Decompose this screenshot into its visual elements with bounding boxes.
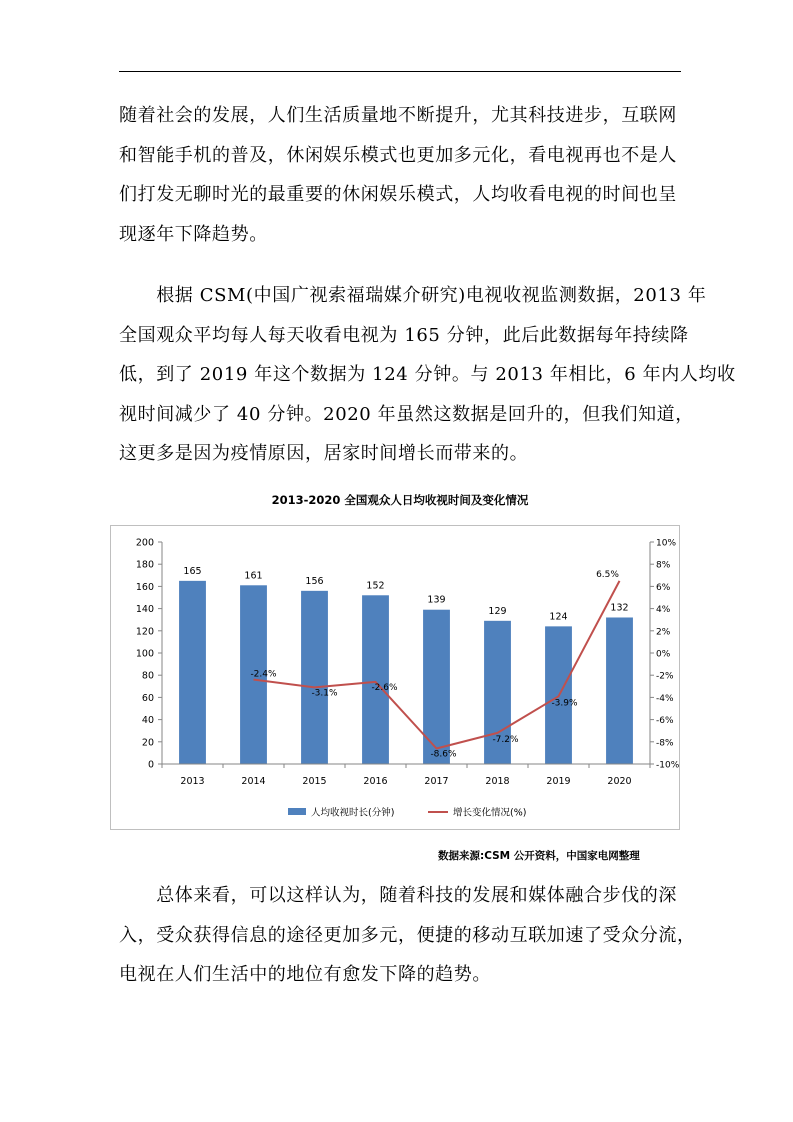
right-axis-tick-label: 4% [656,605,671,616]
text-line: 电视在人们生活中的地位有愈发下降的趋势。 [119,964,491,985]
x-axis-tick-label: 2014 [241,776,266,787]
left-axis-tick-label: 100 [135,648,154,660]
legend-line-label: 增长变化情况(%) [453,807,527,819]
left-axis-tick-label: 40 [141,715,154,727]
left-axis-tick-label: 20 [141,737,154,749]
paragraph-intro [119,96,681,254]
text-line: 入，受众获得信息的途径更加多元，便捷的移动互联加速了受众分流， [119,924,696,946]
right-axis-tick-label: -8% [656,738,674,749]
text-line: 总体来看，可以这样认为，随着科技的发展和媒体融合步伐的深 [119,885,677,906]
left-axis-tick-label: 180 [135,559,154,571]
bar-value-label: 165 [183,565,202,577]
right-axis-tick-label: -10% [656,760,680,771]
line-value-label: -7.2% [492,734,519,745]
line-value-label: -2.6% [371,682,398,693]
right-axis-tick-label: -6% [656,716,674,727]
text-line: 和智能手机的普及，休闲娱乐模式也更加多元化，看电视再也不是人 [119,144,677,166]
text-line: 低，到了 2019 年这个数据为 124 分钟。与 2013 年相比，6 年内人均收 [119,364,736,385]
bar [606,617,633,764]
bar-value-label: 139 [427,594,446,606]
line-value-label: 6.5% [596,569,619,580]
line-value-label: -2.4% [250,669,277,680]
right-axis-tick-label: 8% [656,560,671,571]
x-axis-tick-label: 2013 [180,776,205,787]
bar-value-label: 132 [610,602,629,614]
bar-value-label: 152 [366,580,385,592]
paragraph-csm-data [119,276,736,474]
line-value-label: -8.6% [430,749,457,760]
left-axis-tick-label: 0 [147,759,154,771]
line-value-label: -3.1% [311,688,338,699]
line-value-label: -3.9% [551,698,578,709]
paragraph-conclusion [119,876,696,995]
x-axis-tick-label: 2019 [546,776,571,787]
right-axis-tick-label: 2% [656,627,671,638]
x-axis-tick-label: 2016 [363,776,388,787]
header-rule [119,71,681,72]
bar-value-label: 124 [549,611,568,623]
left-axis-tick-label: 120 [135,626,154,638]
text-line: 视时间减少了 40 分钟。2020 年虽然这数据是回升的，但我们知道， [119,403,694,425]
text-line: 根据 CSM(中国广视索福瑞媒介研究)电视收视监测数据，2013 年 [119,285,707,306]
left-axis-tick-label: 60 [141,692,154,704]
bar [423,610,450,764]
x-axis-tick-label: 2017 [424,776,449,787]
right-axis-tick-label: -2% [656,671,674,682]
legend-bar-label: 人均收视时长(分钟) [311,807,395,819]
text-line: 这更多是因为疫情原因，居家时间增长而带来的。 [119,443,529,464]
right-axis-tick-label: 0% [656,649,671,660]
bar-line-chart [110,525,680,830]
text-line: 们打发无聊时光的最重要的休闲娱乐模式，人均收看电视的时间也呈 [119,184,677,205]
bar [362,595,389,764]
bar-value-label: 129 [488,605,507,617]
text-line: 随着社会的发展，人们生活质量地不断提升，尤其科技进步，互联网 [119,105,677,126]
text-line: 现逐年下降趋势。 [119,223,268,245]
text-line: 全国观众平均每人每天收看电视为 165 分钟，此后此数据每年持续降 [119,324,689,346]
left-axis-tick-label: 200 [135,537,154,549]
legend-bar-swatch [288,808,306,815]
x-axis-tick-label: 2015 [302,776,327,787]
left-axis-tick-label: 160 [135,581,154,593]
right-axis-tick-label: 6% [656,582,671,593]
left-axis-tick-label: 80 [141,670,154,682]
chart-title: 2013-2020 全国观众人日均收视时间及变化情况 [271,493,529,507]
x-axis-tick-label: 2020 [607,776,632,787]
left-axis-tick-label: 140 [135,604,154,616]
x-axis-tick-label: 2018 [485,776,510,787]
source-note: 数据来源:CSM 公开资料，中国家电网整理 [438,850,640,862]
right-axis-tick-label: 10% [656,538,677,549]
bar-value-label: 156 [305,575,324,587]
right-axis-tick-label: -4% [656,693,674,704]
bar-value-label: 161 [244,570,263,582]
bar [301,591,328,764]
bar [179,581,206,764]
